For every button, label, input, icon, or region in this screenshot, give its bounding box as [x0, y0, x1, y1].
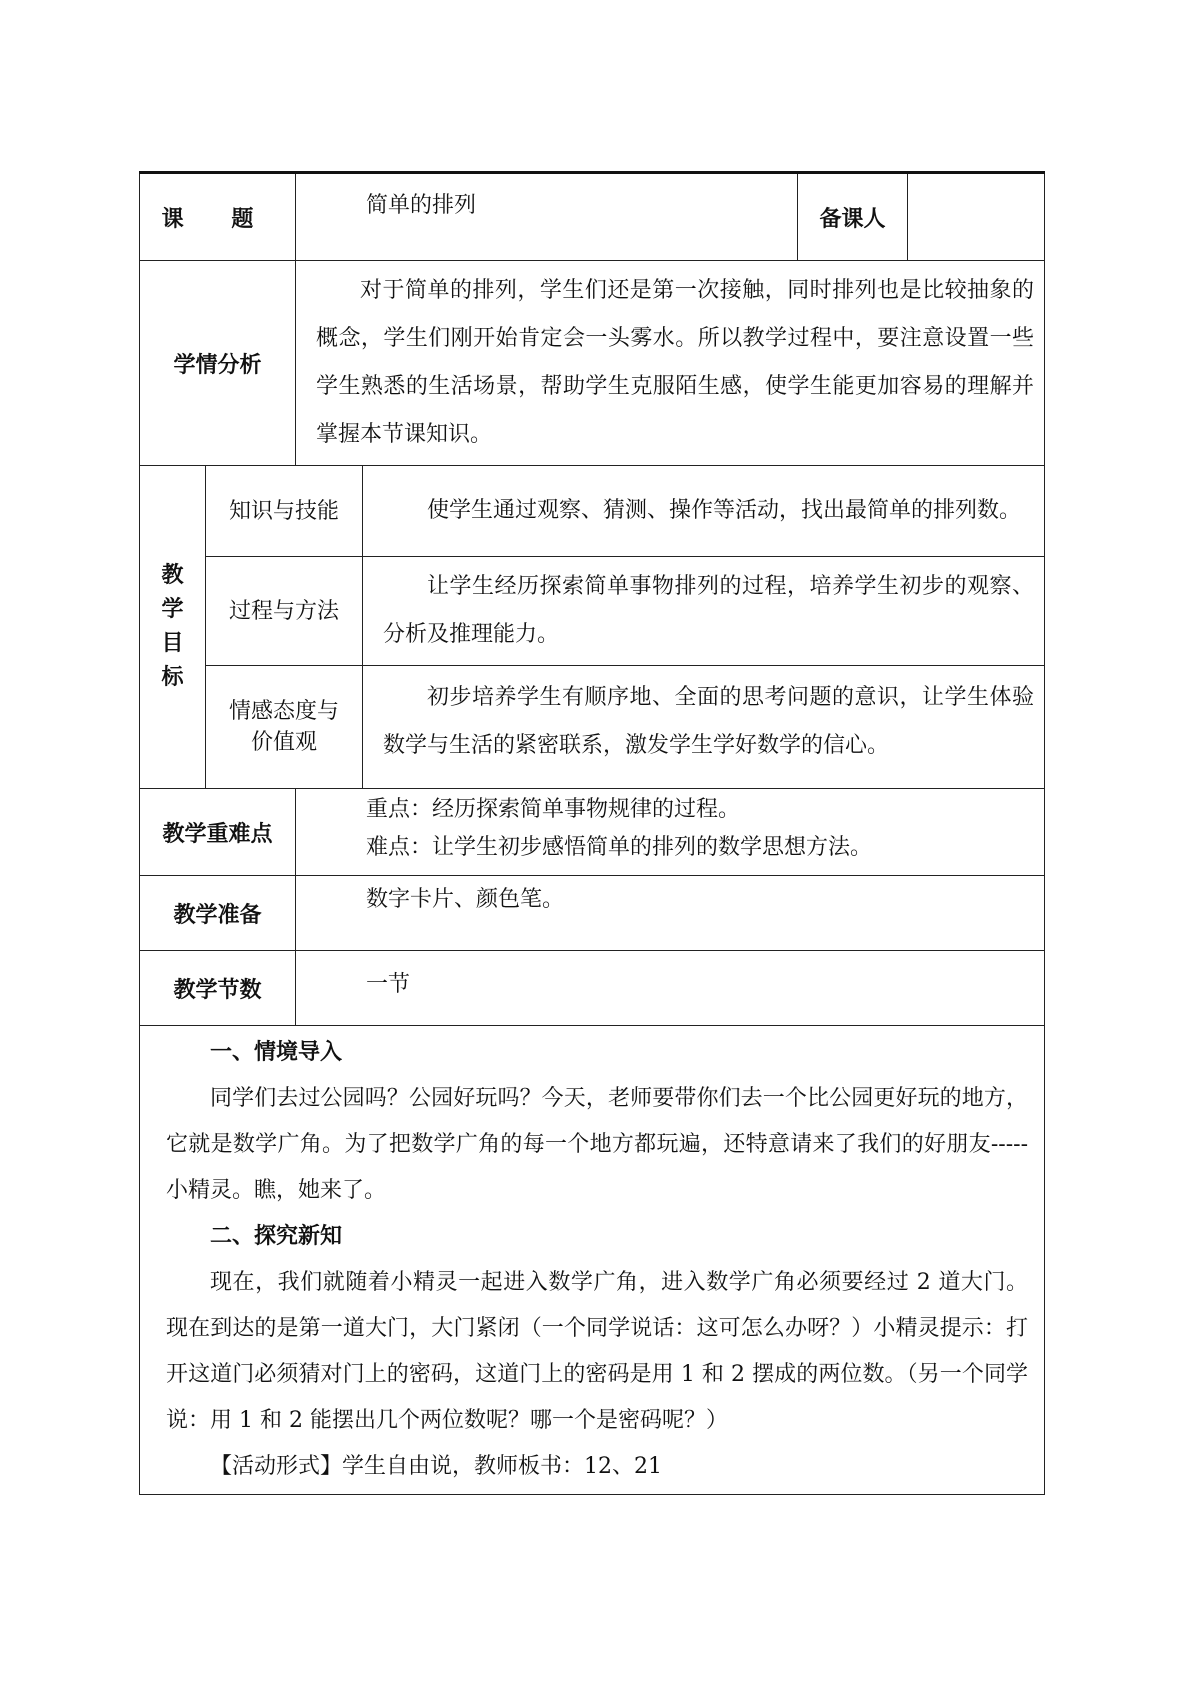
key-point: 重点：经历探索简单事物规律的过程。 — [366, 797, 741, 822]
keypoints-row — [140, 789, 1045, 876]
topic-label: 课 题 — [140, 173, 296, 261]
topic-value: 简单的排列 — [296, 173, 798, 261]
analysis-row — [140, 261, 1045, 466]
preparation-label: 教学准备 — [140, 876, 296, 951]
goal-row-knowledge — [140, 466, 1045, 557]
goal-label-knowledge: 知识与技能 — [206, 466, 363, 557]
goal-text-process: 让学生经历探索简单事物排列的过程，培养学生初步的观察、分析及推理能力。 — [363, 557, 1045, 666]
section2-title: 二、探究新知 — [210, 1224, 343, 1249]
goal-text-knowledge: 使学生通过观察、猜测、操作等活动，找出最简单的排列数。 — [363, 466, 1045, 557]
preparation-row — [140, 876, 1045, 951]
goal-label-values-line1: 情感态度与 — [229, 699, 340, 724]
activity-text: 【活动形式】学生自由说，教师板书：12、21 — [210, 1454, 662, 1479]
goal-label-process: 过程与方法 — [206, 557, 363, 666]
goal-label-values-line2: 价值观 — [251, 730, 318, 755]
keypoints-content — [296, 789, 1045, 876]
goals-label-char-4: 标 — [161, 665, 184, 690]
goal-row-values — [140, 666, 1045, 789]
goals-label — [140, 466, 206, 789]
section1-text: 同学们去过公园吗？公园好玩吗？今天，老师要带你们去一个比公园更好玩的地方，它就是数学广角。为了把数学广角的每一个地方都玩遍，还特意请来了我们的好朋友-----小精灵。瞧，她来了。 — [166, 1086, 1029, 1203]
process-content — [140, 1026, 1045, 1495]
goals-label-char-3: 目 — [161, 631, 184, 656]
analysis-text: 对于简单的排列，学生们还是第一次接触，同时排列也是比较抽象的概念，学生们刚开始肯定会一头雾水。所以教学过程中，要注意设置一些学生熟悉的生活场景，帮助学生克服陌生感，使学生能更加容易的理解并掌握本节课知识。 — [296, 261, 1045, 466]
preparer-label: 备课人 — [798, 173, 908, 261]
goal-label-values — [206, 666, 363, 789]
preparer-value — [908, 173, 1045, 261]
analysis-label: 学情分析 — [140, 261, 296, 466]
process-row — [140, 1026, 1045, 1495]
goal-row-process — [140, 557, 1045, 666]
topic-row — [140, 173, 1045, 261]
sessions-row — [140, 951, 1045, 1026]
keypoints-label: 教学重难点 — [140, 789, 296, 876]
preparation-text: 数字卡片、颜色笔。 — [296, 876, 1045, 951]
goal-text-values: 初步培养学生有顺序地、全面的思考问题的意识，让学生体验数学与生活的紧密联系，激发学生学好数学的信心。 — [363, 666, 1045, 789]
goals-label-char-1: 教 — [161, 563, 184, 588]
lesson-plan-table — [139, 171, 1045, 1495]
sessions-text: 一节 — [296, 951, 1045, 1026]
section1-title: 一、情境导入 — [210, 1040, 343, 1065]
section2-text: 现在，我们就随着小精灵一起进入数学广角，进入数学广角必须要经过 2 道大门。现在到达的是第一道大门，大门紧闭（一个同学说话：这可怎么办呀？）小精灵提示：打开这道门必须猜对门上的密码，这道门上的密码是用 1 和 2 摆成的两位数。（另一个同学说：用 1 和 2 能摆出几个两位数呢？哪一个是密码呢？） — [166, 1270, 1029, 1433]
sessions-label: 教学节数 — [140, 951, 296, 1026]
difficult-point: 难点：让学生初步感悟简单的排列的数学思想方法。 — [366, 835, 873, 860]
goals-label-char-2: 学 — [161, 597, 184, 622]
